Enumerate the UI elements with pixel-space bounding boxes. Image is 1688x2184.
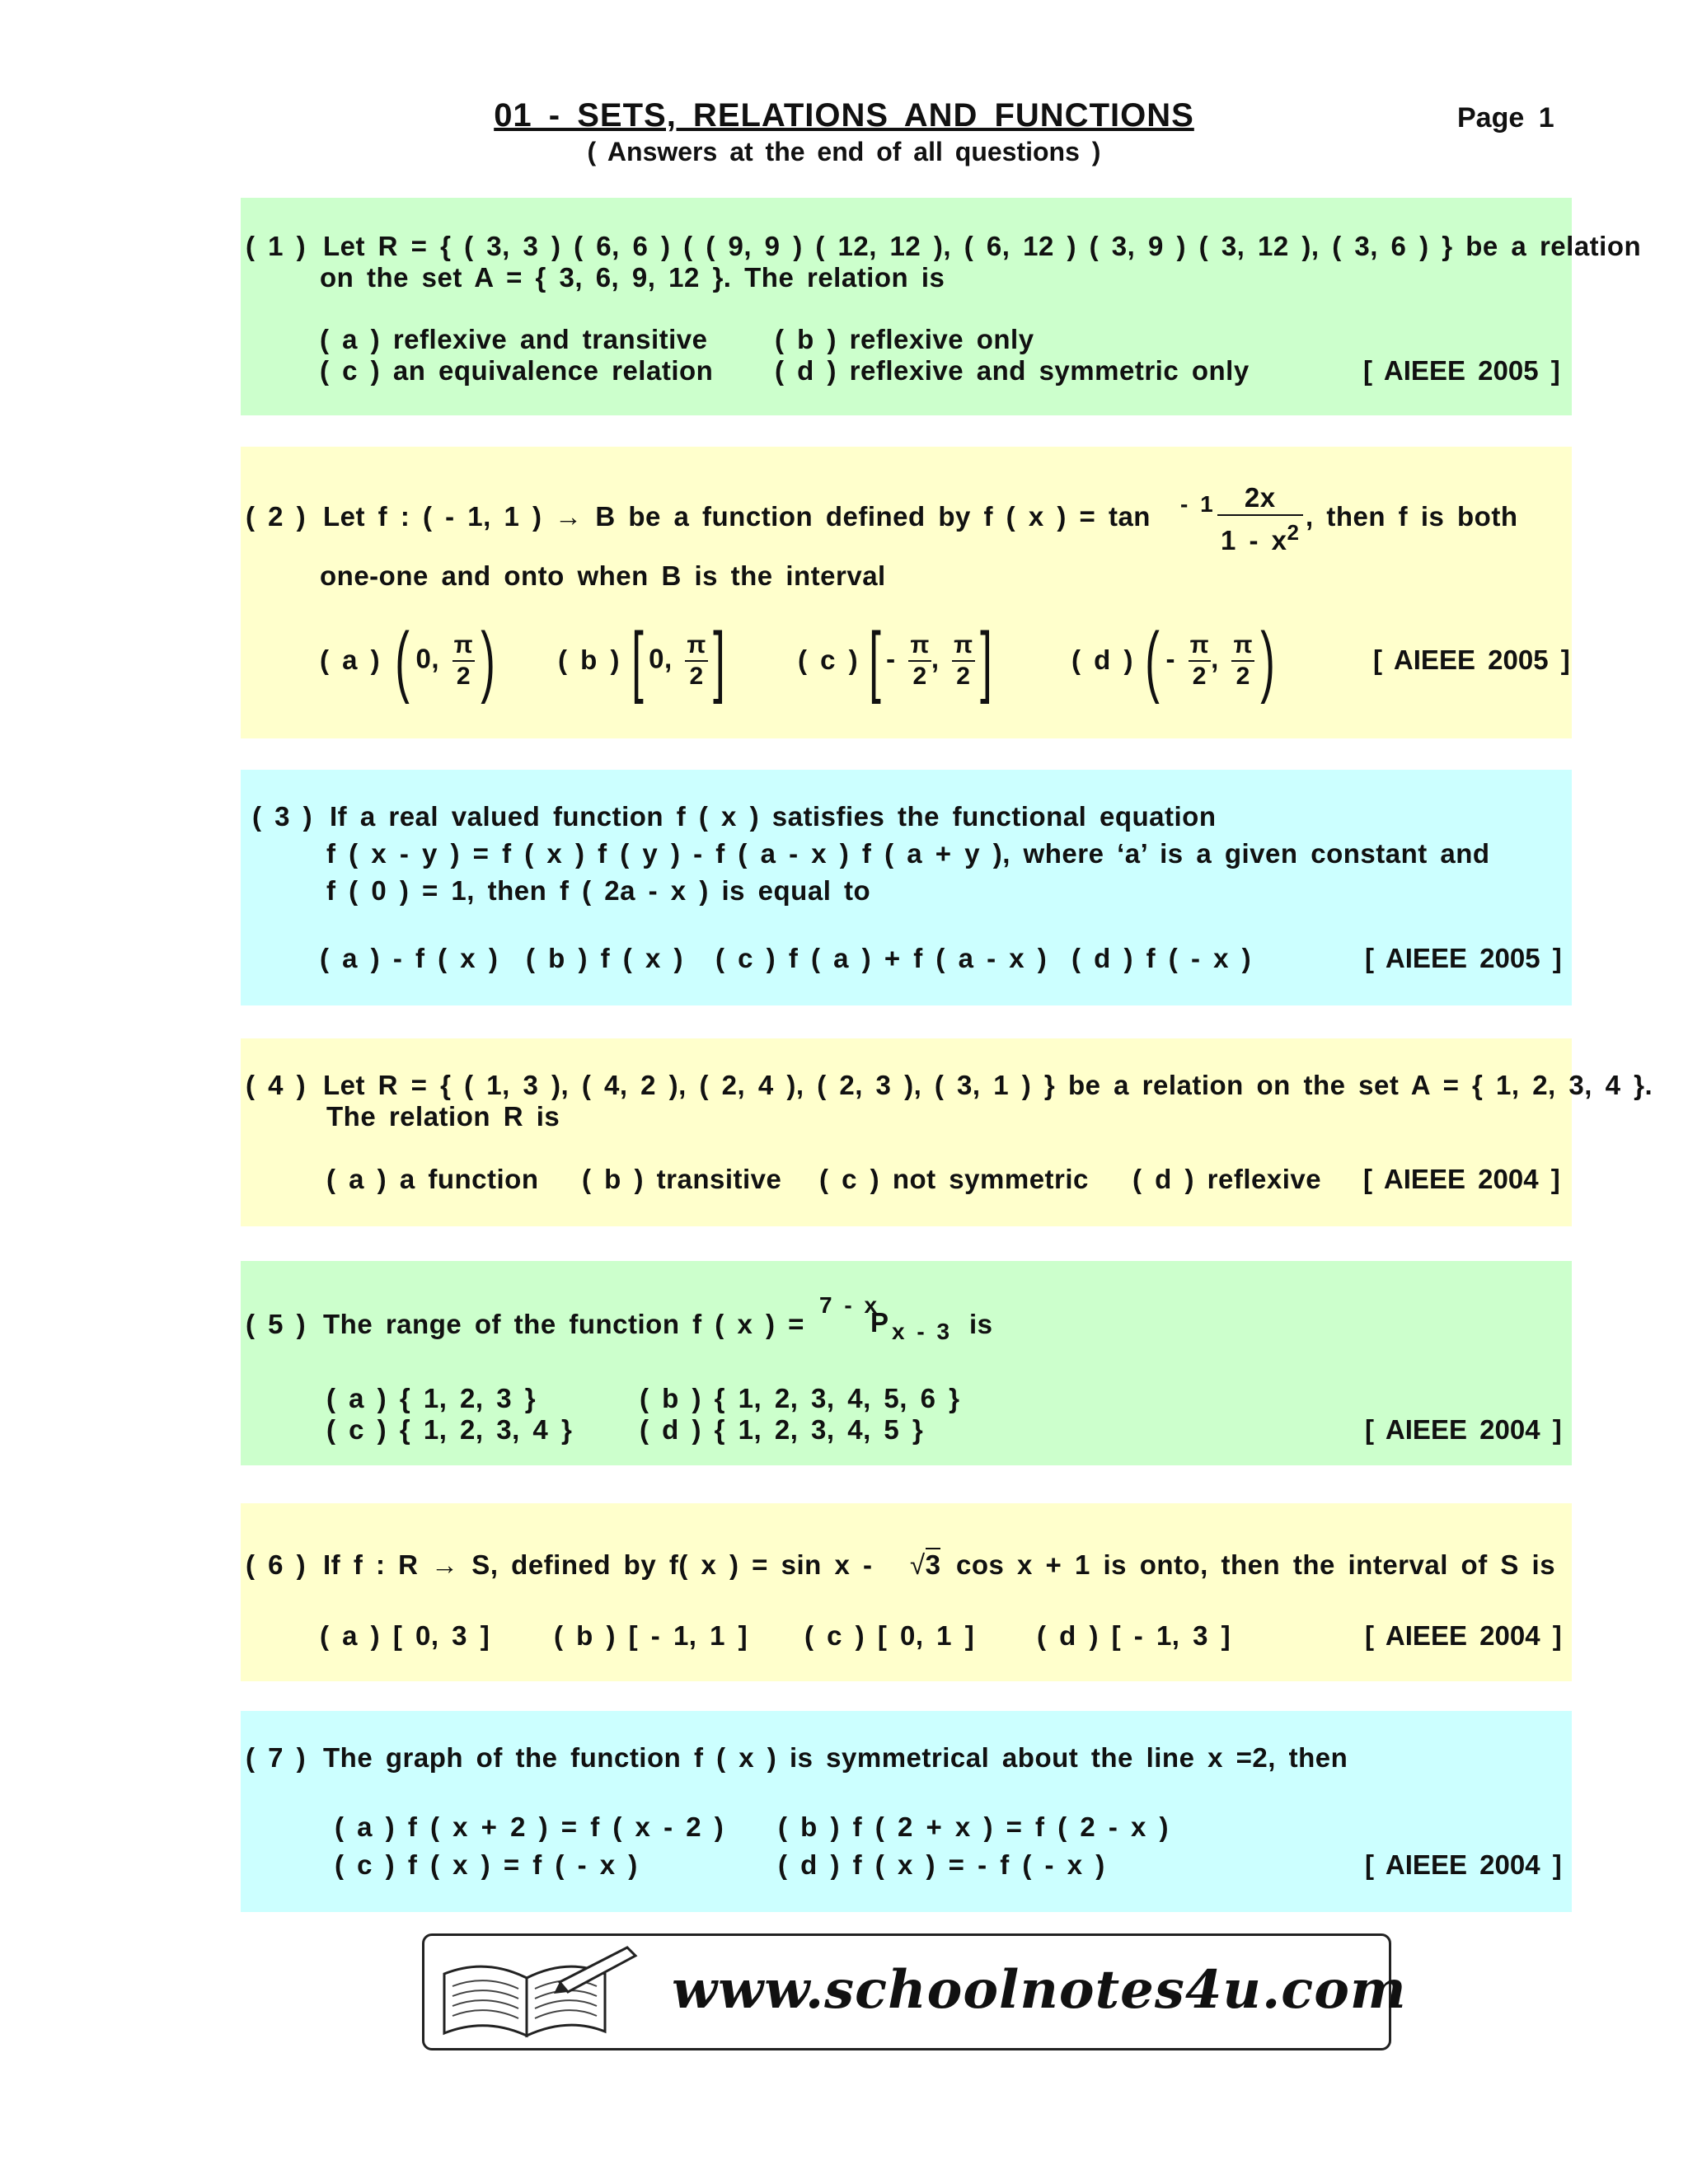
question-4 [241, 1038, 1653, 1226]
question-text: one-one and onto when B is the interval [320, 560, 886, 591]
option-b: ( b ) reflexive only [775, 324, 1034, 354]
fraction-denominator: 1 - x [1221, 525, 1287, 555]
page-title: 01 - SETS, RELATIONS AND FUNCTIONS [494, 97, 1194, 134]
question-number: ( 2 ) [246, 501, 307, 532]
question-text: f ( x - y ) = f ( x ) f ( y ) - f ( a - x ) f ( a + y ), where ‘a’ is a given constant and [326, 838, 1490, 869]
option-b: ( b ) [ - 1, 1 ] [554, 1620, 748, 1651]
option-b: ( b ) f ( x ) [526, 943, 683, 973]
question-text: , then f is both [1306, 501, 1518, 532]
exam-source: [ AIEEE 2005 ] [1365, 943, 1562, 973]
exam-source: [ AIEEE 2005 ] [1363, 355, 1560, 386]
question-7 [241, 1711, 1572, 1912]
option-c: ( c ) { 1, 2, 3, 4 } [326, 1414, 573, 1445]
question-text: on the set A = { 3, 6, 9, 12 }. The relation is [320, 262, 945, 293]
option-c: ( c ) f ( a ) + f ( a - x ) [715, 943, 1048, 973]
page-number: Page 1 [1457, 102, 1554, 134]
option-a: ( a ) a function [326, 1164, 539, 1194]
exam-source: [ AIEEE 2004 ] [1365, 1620, 1562, 1651]
sqrt-icon: √ [910, 1549, 926, 1580]
permutation-superscript: 7 - x [819, 1292, 878, 1318]
option-a: ( a ) f ( x + 2 ) = f ( x - 2 ) [335, 1811, 724, 1842]
denominator-exponent: 2 [1287, 520, 1300, 545]
question-text: is [969, 1309, 993, 1339]
option-b-label: ( b ) [558, 644, 620, 675]
question-text: The range of the function f ( x ) = [323, 1309, 804, 1339]
option-d: ( d ) { 1, 2, 3, 4, 5 } [640, 1414, 924, 1445]
question-3 [241, 770, 1572, 1005]
exam-source: [ AIEEE 2004 ] [1365, 1414, 1562, 1445]
exam-source: [ AIEEE 2004 ] [1363, 1164, 1560, 1194]
option-d-interval: ( - $\frac{\pi}{2}$ , $\frac{\pi}{2}$ ) [1145, 616, 1276, 705]
question-text: f ( 0 ) = 1, then f ( 2a - x ) is equal to [326, 875, 871, 906]
question-text: Let R = { ( 1, 3 ), ( 4, 2 ), ( 2, 4 ), ( 2, 3 ), ( 3, 1 ) } be a relation on the set A = { 1, 2, 3, 4 }. [323, 1070, 1653, 1100]
permutation-symbol: P [870, 1307, 889, 1338]
exam-source: [ AIEEE 2004 ] [1365, 1849, 1562, 1880]
fraction [1217, 481, 1303, 557]
question-text: If a real valued function f ( x ) satisfies the functional equation [330, 801, 1217, 832]
sqrt-expression: √3 [910, 1549, 941, 1580]
permutation-subscript: x - 3 [892, 1319, 950, 1344]
question-text: cos x + 1 is onto, then the interval of S is [956, 1549, 1556, 1580]
question-number: ( 4 ) [246, 1070, 307, 1100]
option-d: ( d ) f ( x ) = - f ( - x ) [778, 1849, 1105, 1880]
option-a: ( a ) reflexive and transitive [320, 324, 708, 354]
option-b: ( b ) transitive [582, 1164, 782, 1194]
option-a: ( a ) - f ( x ) [320, 943, 499, 973]
option-d: ( d ) reflexive [1132, 1164, 1322, 1194]
option-d: ( d ) f ( - x ) [1071, 943, 1252, 973]
question-text: The relation R is [326, 1101, 560, 1132]
question-number: ( 3 ) [252, 801, 313, 832]
fraction-numerator: 2x [1217, 481, 1303, 516]
question-text: Let f : ( - 1, 1 ) → B be a function defined by f ( x ) = tan [323, 501, 1151, 532]
page-subtitle: ( Answers at the end of all questions ) [587, 137, 1101, 166]
question-6 [241, 1503, 1572, 1681]
question-number: ( 5 ) [246, 1309, 307, 1339]
question-number: ( 1 ) [246, 231, 307, 261]
question-number: ( 7 ) [246, 1742, 307, 1773]
option-d: ( d ) [ - 1, 3 ] [1037, 1620, 1231, 1651]
book-pencil-icon [436, 1941, 642, 2043]
question-5 [241, 1261, 1572, 1465]
question-2 [241, 447, 1572, 738]
option-d: ( d ) reflexive and symmetric only [775, 355, 1250, 386]
question-text: Let R = { ( 3, 3 ) ( 6, 6 ) ( ( 9, 9 ) ( 12, 12 ), ( 6, 12 ) ( 3, 9 ) ( 3, 12 ), ( 3, 6 ) } be a relation [323, 231, 1642, 261]
inverse-superscript: - 1 [1180, 491, 1214, 517]
option-c-label: ( c ) [798, 644, 859, 675]
option-c: ( c ) not symmetric [819, 1164, 1089, 1194]
question-text: The graph of the function f ( x ) is symmetrical about the line x =2, then [323, 1742, 1348, 1773]
option-a-label: ( a ) [320, 644, 381, 675]
option-a: ( a ) [ 0, 3 ] [320, 1620, 490, 1651]
option-c-interval: [ - $\frac{\pi}{2}$ , $\frac{\pi}{2}$ ] [869, 616, 992, 705]
question-number: ( 6 ) [246, 1549, 307, 1580]
website-url: www.schoolnotes4u.com [672, 1959, 1407, 2021]
option-c: ( c ) an equivalence relation [320, 355, 714, 386]
question-1 [241, 198, 1642, 415]
option-b: ( b ) f ( 2 + x ) = f ( 2 - x ) [778, 1811, 1170, 1842]
option-b: ( b ) { 1, 2, 3, 4, 5, 6 } [640, 1383, 960, 1413]
option-c: ( c ) [ 0, 1 ] [804, 1620, 975, 1651]
option-b-interval: [ 0, $\frac{\pi}{2}$ ] [631, 616, 725, 705]
option-a-interval: ( 0, $\frac{\pi}{2}$ ) [395, 616, 496, 705]
option-c: ( c ) f ( x ) = f ( - x ) [335, 1849, 638, 1880]
option-d-label: ( d ) [1071, 644, 1133, 675]
option-a: ( a ) { 1, 2, 3 } [326, 1383, 537, 1413]
question-text: If f : R → S, defined by f( x ) = sin x - [323, 1549, 873, 1580]
exam-source: [ AIEEE 2005 ] [1373, 644, 1570, 675]
footer-banner [422, 1933, 1407, 2050]
